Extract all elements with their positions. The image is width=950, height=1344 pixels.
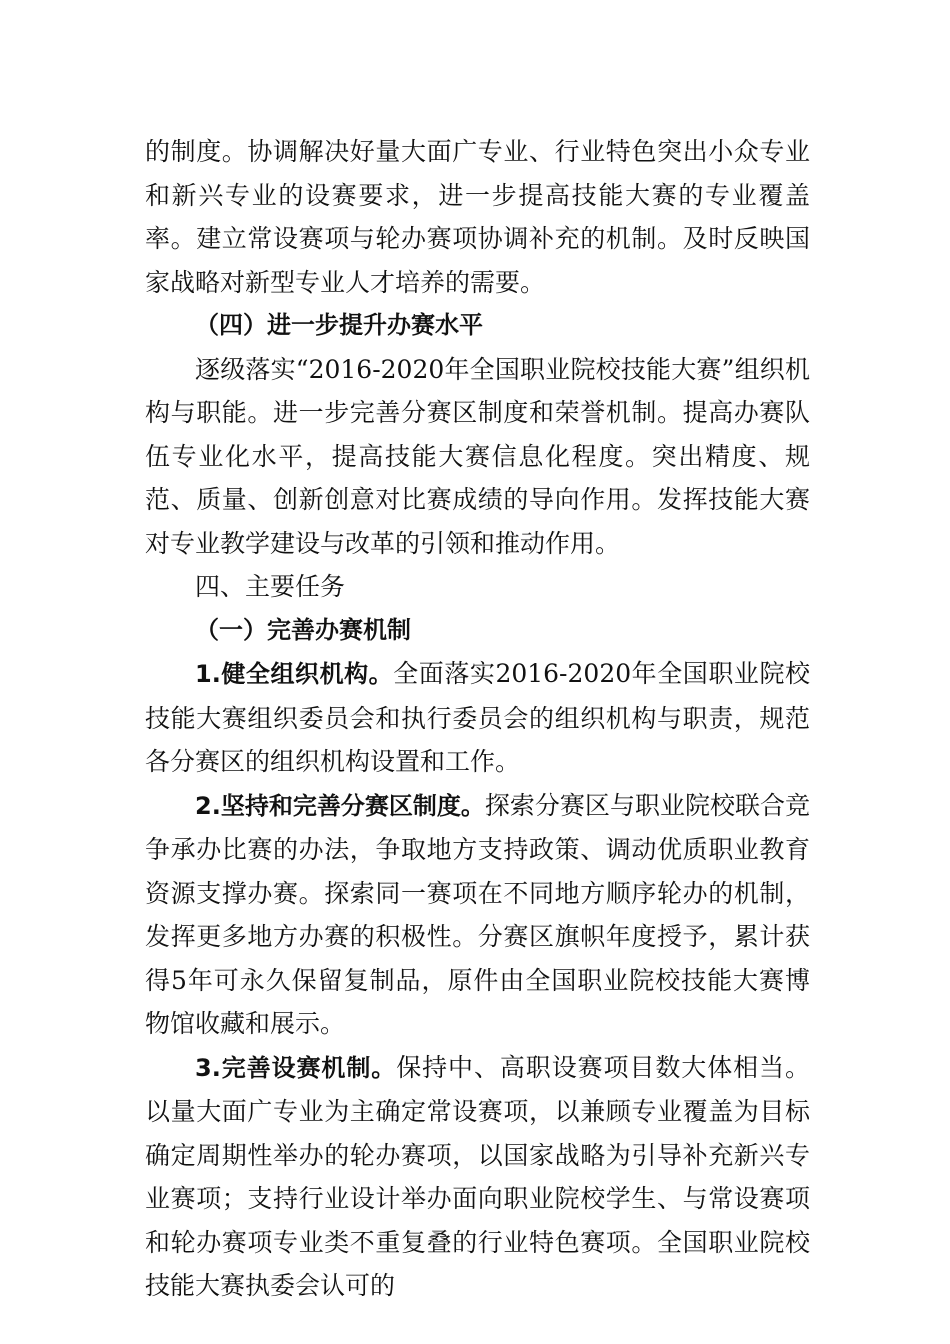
paragraph-text: 全面落实2016-2020年全国职业院校技能大赛组织委员会和执行委员会的组织机构与职责，规范各分赛区的组织机构设置和工作。 xyxy=(145,659,810,776)
paragraph-task-2 xyxy=(145,784,810,1046)
paragraph-task-1 xyxy=(145,652,810,784)
heading-text: （一）完善办赛机制 xyxy=(195,615,411,644)
section-heading-raise-level xyxy=(145,304,810,348)
paragraph-lead: 2.坚持和完善分赛区制度。 xyxy=(195,791,485,820)
paragraph-text: 探索分赛区与职业院校联合竞争承办比赛的办法，争取地方支持政策、调动优质职业教育资源支撑办赛。探索同一赛项在不同地方顺序轮办的机制，发挥更多地方办赛的积极性。分赛区旗帜年度授予，累计获得5年可永久保留复制品，原件由全国职业院校技能大赛博物馆收藏和展示。 xyxy=(145,790,810,1038)
paragraph-text: 的制度。协调解决好量大面广专业、行业特色突出小众专业和新兴专业的设赛要求，进一步提高技能大赛的专业覆盖率。建立常设赛项与轮办赛项协调补充的机制。及时反映国家战略对新型专业人才培养的需要。 xyxy=(145,137,810,297)
section-heading-improve-mechanism xyxy=(145,609,810,653)
document-body xyxy=(145,130,810,1308)
paragraph-lead: 3.完善设赛机制。 xyxy=(195,1053,397,1082)
paragraph-raise-level xyxy=(145,348,810,566)
paragraph-text: 逐级落实“2016-2020年全国职业院校技能大赛”组织机构与职能。进一步完善分赛区制度和荣誉机制。提高办赛队伍专业化水平，提高技能大赛信息化程度。突出精度、规范、质量、创新创意对比赛成绩的导向作用。发挥技能大赛对专业教学建设与改革的引领和推动作用。 xyxy=(145,354,810,558)
paragraph-text: 保持中、高职设赛项目数大体相当。以量大面广专业为主确定常设赛项，以兼顾专业覆盖为目标确定周期性举办的轮办赛项，以国家战略为引导补充新兴专业赛项；支持行业设计举办面向职业院校学生、与常设赛项和轮办赛项专业类不重复叠的行业特色赛项。全国职业院校技能大赛执委会认可的 xyxy=(145,1052,810,1300)
paragraph-lead: 1.健全组织机构。 xyxy=(195,660,394,688)
heading-text: （四）进一步提升办赛水平 xyxy=(195,311,483,339)
paragraph-continuation xyxy=(145,130,810,304)
paragraph-task-3 xyxy=(145,1046,810,1308)
heading-text: 四、主要任务 xyxy=(195,572,346,601)
section-heading-main-tasks xyxy=(145,565,810,609)
